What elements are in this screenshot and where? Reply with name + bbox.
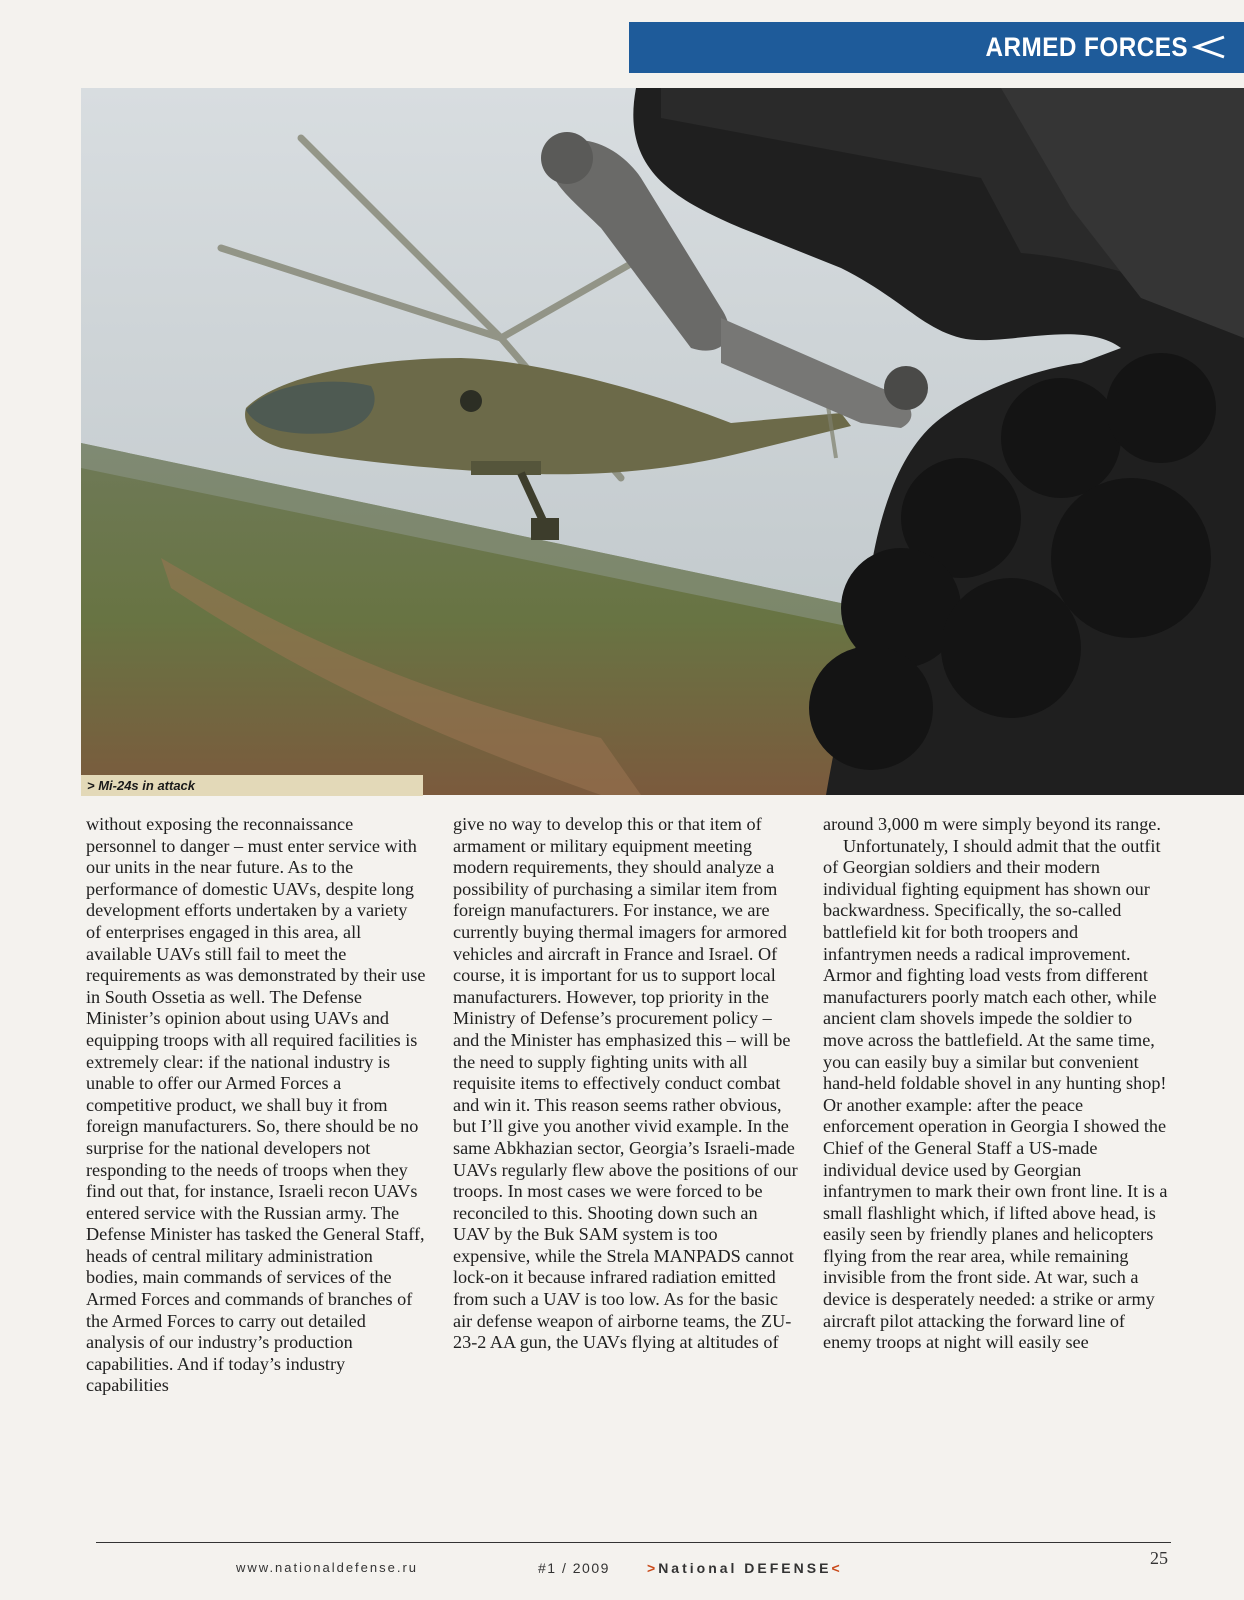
page-number: 25 — [1150, 1548, 1168, 1568]
footer-mag-suffix: < — [831, 1560, 843, 1576]
chevron-left-icon — [1192, 35, 1226, 59]
footer-mag-title: National DEFENSE — [658, 1560, 832, 1576]
paragraph: around 3,000 m were simply beyond its range. — [823, 814, 1161, 834]
footer-divider — [96, 1542, 1171, 1543]
footer-website: www.nationaldefense.ru — [236, 1560, 419, 1575]
helicopter-photo — [81, 88, 1244, 795]
text-column-2 — [453, 814, 798, 1514]
paragraph: without exposing the reconnaissance personnel to danger – must enter service with our units in the near future. As to the performance of domestic UAVs, despite long development efforts undertaken by a variety of enterprises engaged in this area, all available UAVs still fail to meet the requirements as was demonstrated by their use in South Ossetia as well. The Defense Minister’s opinion about using UAVs and equipping troops with all required facilities is extremely clear: if the national industry is unable to offer our Armed Forces a competitive product, we shall buy it from foreign manufacturers. So, there should be no surprise for the national developers not responding to the needs of troops when they find out that, for instance, Israeli recon UAVs entered service with the Russian army. The Defense Minister has tasked the General Staff, heads of central military administration bodies, main commands of services of the Armed Forces and commands of branches of the Armed Forces to carry out detailed analysis of our industry’s production capabilities. And if today’s industry capabilities — [86, 814, 426, 1396]
paragraph: Unfortunately, I should admit that the outfit of Georgian soldiers and their modern individual fighting equipment has shown our backwardness. Specifically, the so-called battlefield kit for both troopers and infantrymen needs a radical improvement. Armor and fighting load vests from different manufacturers poorly match each other, while ancient clam shovels impede the soldier to move across the battlefield. At the same time, you can easily buy a similar but convenient hand-held foldable shovel in any hunting shop! Or another example: after the peace enforcement operation in Georgia I showed the Chief of the General Staff a US-made individual device used by Georgian infantrymen to mark their own front line. It is a small flashlight which, if lifted above head, is easily seen by friendly planes and helicopters flying from the rear area, while remaining invisible from the front side. At war, such a device is desperately needed: a strike or army aircraft pilot attacking the forward line of enemy troops at night will easily see — [823, 835, 1168, 1353]
footer-issue-number: #1 / 2009 — [538, 1560, 610, 1576]
section-title: ARMED FORCES — [985, 32, 1188, 62]
footer-mag-prefix: > — [647, 1560, 659, 1576]
text-column-1 — [86, 814, 426, 1514]
text-column-3 — [823, 814, 1168, 1514]
section-banner — [629, 22, 1244, 73]
paragraph: give no way to develop this or that item of armament or military equipment meeting modern requirements, they should analyze a possibility of purchasing a similar item from foreign manufacturers. For instance, we are currently buying thermal imagers for armored vehicles and aircraft in France and Israel. Of course, it is important for us to support local manufacturers. However, top priority in the Ministry of Defense’s procurement policy – and the Minister has emphasized this – will be the need to supply fighting units with all requisite items to effectively conduct combat and win it. This reason seems rather obvious, but I’ll give you another vivid example. In the same Abkhazian sector, Georgia’s Israeli-made UAVs regularly flew above the positions of our troops. In most cases we were forced to be reconciled to this. Shooting down such an UAV by the Buk SAM system is too expensive, while the Strela MANPADS cannot lock-on it because infrared radiation emitted from such a UAV is too low. As for the basic air defense weapon of airborne teams, the ZU-23-2 AA gun, the UAVs flying at altitudes of — [453, 814, 798, 1353]
article-photo — [81, 88, 1244, 795]
photo-caption: > Mi-24s in attack — [81, 775, 423, 796]
footer-magazine-name — [647, 1560, 843, 1576]
